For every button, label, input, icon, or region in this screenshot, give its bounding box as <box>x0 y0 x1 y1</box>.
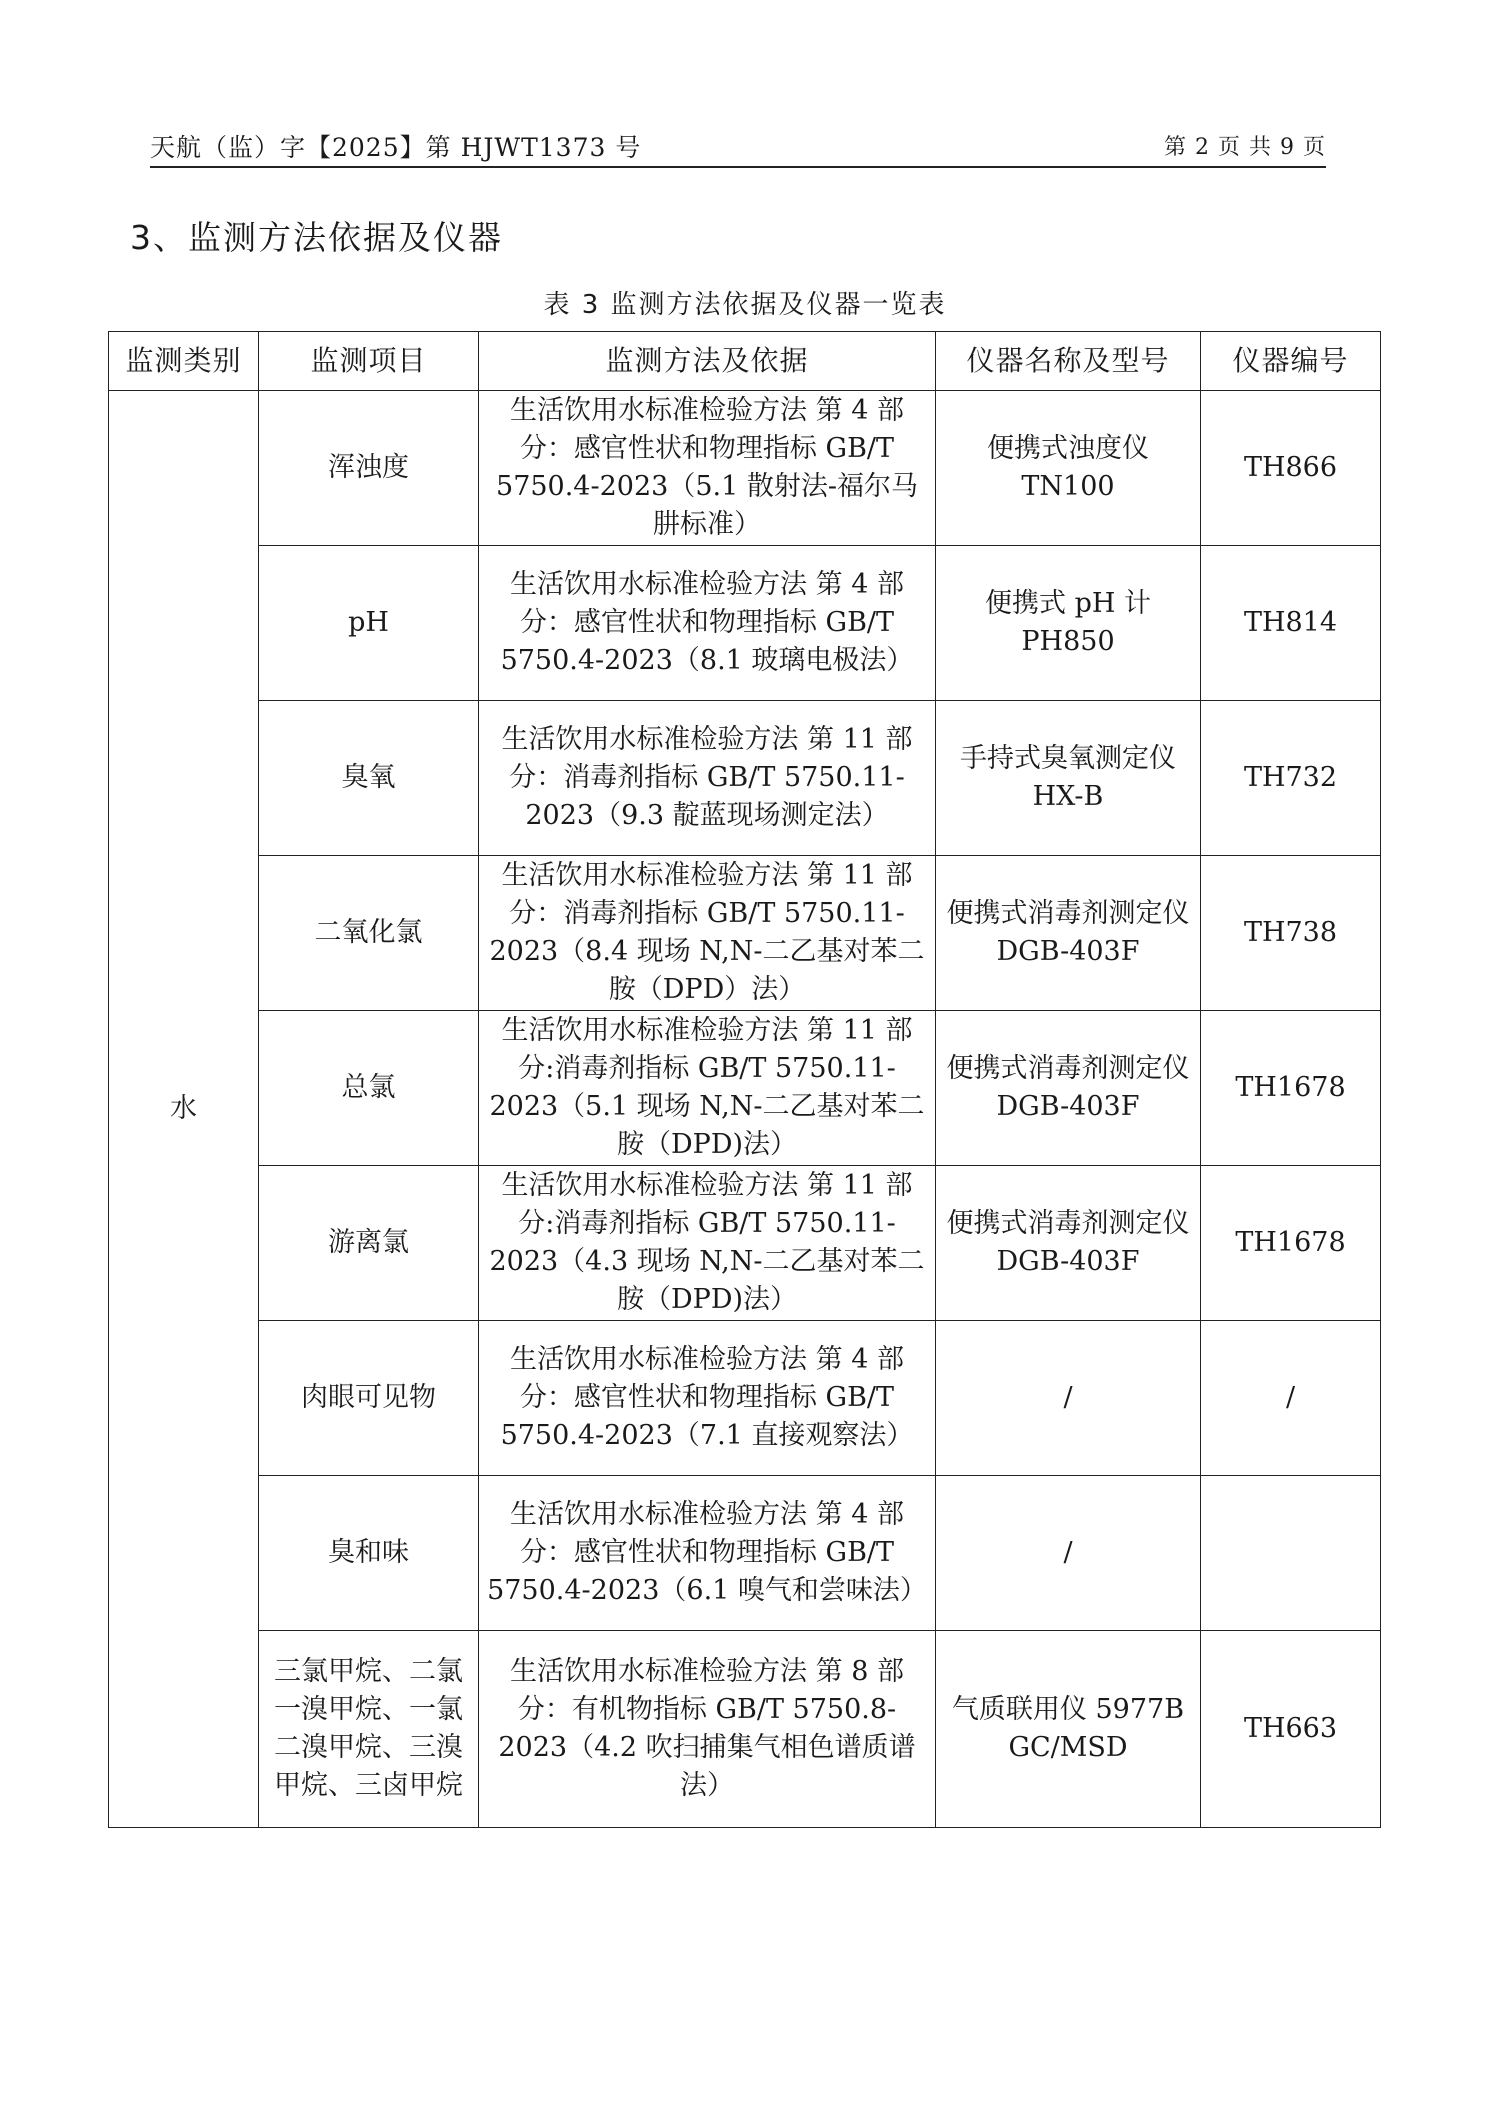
item-cell: 三氯甲烷、二氯一溴甲烷、一氯二溴甲烷、三溴甲烷、三卤甲烷 <box>259 1631 479 1828</box>
page-header <box>150 124 1326 168</box>
instrument-table <box>108 331 1381 1828</box>
method-cell: 生活饮用水标准检验方法 第 4 部分：感官性状和物理指标 GB/T 5750.4-2023（7.1 直接观察法） <box>479 1321 936 1476</box>
item-cell: 臭氧 <box>259 701 479 856</box>
category-cell: 水 <box>109 391 259 1828</box>
method-cell: 生活饮用水标准检验方法 第 4 部分：感官性状和物理指标 GB/T 5750.4-2023（5.1 散射法-福尔马肼标准） <box>479 391 936 546</box>
header-item: 监测项目 <box>259 332 479 391</box>
instrument-cell: 便携式消毒剂测定仪 DGB-403F <box>936 1011 1201 1166</box>
item-cell: 臭和味 <box>259 1476 479 1631</box>
item-cell: 肉眼可见物 <box>259 1321 479 1476</box>
method-cell: 生活饮用水标准检验方法 第 11 部分：消毒剂指标 GB/T 5750.11-2023（8.4 现场 N,N-二乙基对苯二胺（DPD）法） <box>479 856 936 1011</box>
instrument-cell: / <box>936 1476 1201 1631</box>
instrument-cell: 便携式消毒剂测定仪 DGB-403F <box>936 856 1201 1011</box>
number-cell: TH663 <box>1201 1631 1381 1828</box>
document-number: 天航（监）字【2025】第 HJWT1373 号 <box>150 133 642 162</box>
item-cell: pH <box>259 546 479 701</box>
table-header-row <box>109 332 1381 391</box>
instrument-cell: 手持式臭氧测定仪 HX-B <box>936 701 1201 856</box>
number-cell: TH866 <box>1201 391 1381 546</box>
number-cell: TH1678 <box>1201 1011 1381 1166</box>
method-cell: 生活饮用水标准检验方法 第 11 部分:消毒剂指标 GB/T 5750.11-2023（4.3 现场 N,N-二乙基对苯二胺（DPD)法） <box>479 1166 936 1321</box>
method-cell: 生活饮用水标准检验方法 第 11 部分：消毒剂指标 GB/T 5750.11-2023（9.3 靛蓝现场测定法） <box>479 701 936 856</box>
table-row <box>109 1476 1381 1631</box>
table-row <box>109 1631 1381 1828</box>
instrument-cell: 气质联用仪 5977B GC/MSD <box>936 1631 1201 1828</box>
item-cell: 二氧化氯 <box>259 856 479 1011</box>
header-instrument: 仪器名称及型号 <box>936 332 1201 391</box>
number-cell: TH1678 <box>1201 1166 1381 1321</box>
number-cell: / <box>1201 1321 1381 1476</box>
section-title: 3、监测方法依据及仪器 <box>130 218 503 257</box>
item-cell: 总氯 <box>259 1011 479 1166</box>
header-method: 监测方法及依据 <box>479 332 936 391</box>
number-cell: TH814 <box>1201 546 1381 701</box>
table-row <box>109 391 1381 546</box>
instrument-cell: 便携式浊度仪 TN100 <box>936 391 1201 546</box>
instrument-cell: 便携式消毒剂测定仪 DGB-403F <box>936 1166 1201 1321</box>
table-row <box>109 1011 1381 1166</box>
page-number: 第 2 页 共 9 页 <box>1164 135 1326 160</box>
table-row <box>109 701 1381 856</box>
header-category: 监测类别 <box>109 332 259 391</box>
instrument-cell: 便携式 pH 计 PH850 <box>936 546 1201 701</box>
table-row <box>109 856 1381 1011</box>
number-cell <box>1201 1476 1381 1631</box>
header-number: 仪器编号 <box>1201 332 1381 391</box>
number-cell: TH732 <box>1201 701 1381 856</box>
method-cell: 生活饮用水标准检验方法 第 8 部分：有机物指标 GB/T 5750.8-2023（4.2 吹扫捕集气相色谱质谱法） <box>479 1631 936 1828</box>
table-caption: 表 3 监测方法依据及仪器一览表 <box>543 290 947 320</box>
number-cell: TH738 <box>1201 856 1381 1011</box>
instrument-cell: / <box>936 1321 1201 1476</box>
item-cell: 浑浊度 <box>259 391 479 546</box>
table-row <box>109 1166 1381 1321</box>
table-row <box>109 546 1381 701</box>
method-cell: 生活饮用水标准检验方法 第 4 部分：感官性状和物理指标 GB/T 5750.4-2023（8.1 玻璃电极法） <box>479 546 936 701</box>
item-cell: 游离氯 <box>259 1166 479 1321</box>
method-cell: 生活饮用水标准检验方法 第 11 部分:消毒剂指标 GB/T 5750.11-2023（5.1 现场 N,N-二乙基对苯二胺（DPD)法） <box>479 1011 936 1166</box>
method-cell: 生活饮用水标准检验方法 第 4 部分：感官性状和物理指标 GB/T 5750.4-2023（6.1 嗅气和尝味法） <box>479 1476 936 1631</box>
table-row <box>109 1321 1381 1476</box>
